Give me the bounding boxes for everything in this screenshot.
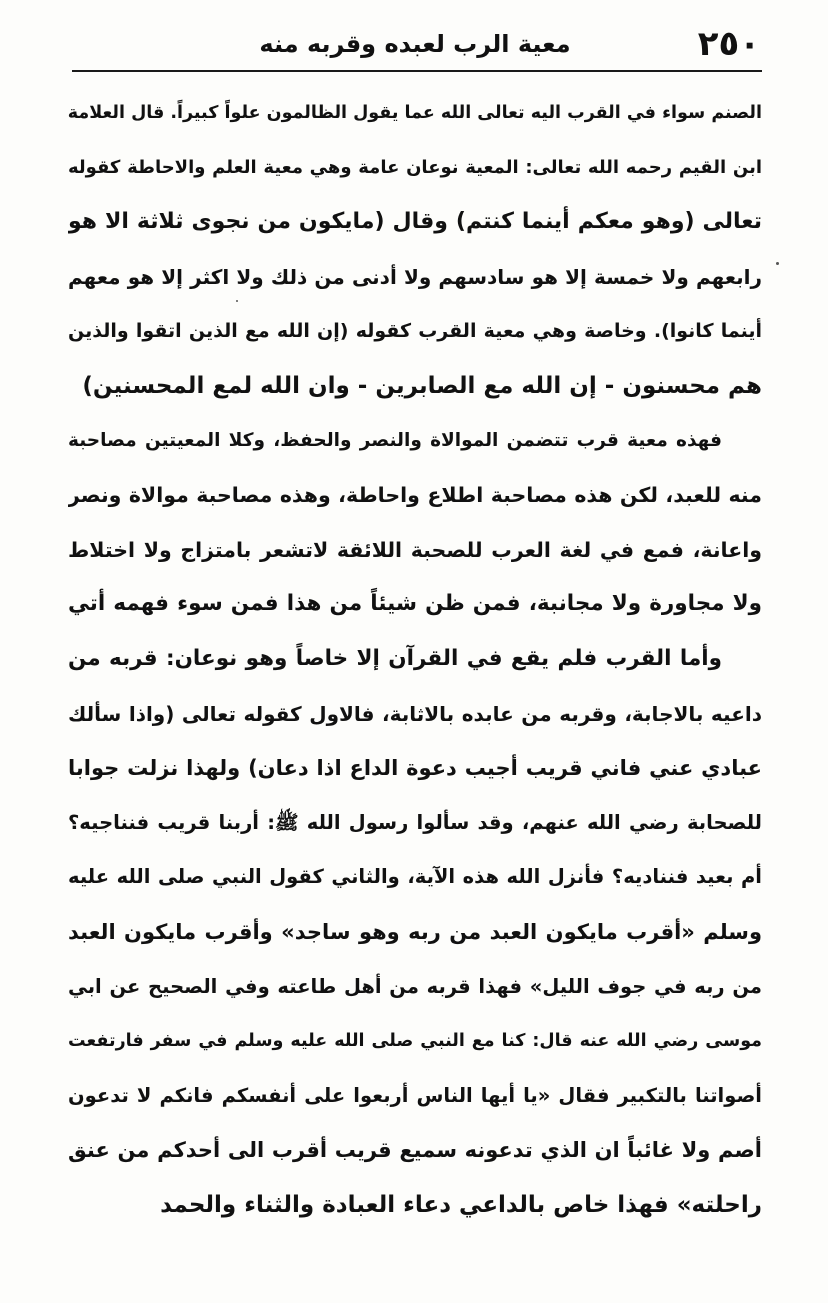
scan-speck	[776, 262, 779, 265]
text-line: منه للعبد، لكن هذه مصاحبة اطلاع واحاطة، وهذه مصاحبة موالاة ونصر	[68, 483, 762, 508]
text-line: ولا مجاورة ولا مجانبة، فمن ظن شيئاً من هذا فمن سوء فهمه أتي	[68, 591, 762, 617]
paragraph-start-line: وأما القرب فلم يقع في القرآن إلا خاصاً وهو نوعان: قربه من	[68, 645, 722, 671]
running-head-title: معية الرب لعبده وقربه منه	[259, 30, 571, 58]
page-header	[70, 22, 760, 68]
paragraph-start-line: فهذه معية قرب تتضمن الموالاة والنصر والحفظ، وكلا المعيتين مصاحبة	[68, 429, 722, 451]
text-line: من ربه في جوف الليل» فهذا قربه من أهل طاعته وفي الصحيح عن ابي	[68, 974, 762, 998]
text-line: أينما كانوا). وخاصة وهي معية القرب كقوله (إن الله مع الذين اتقوا والذين	[68, 320, 762, 343]
text-line: هم محسنون - إن الله مع الصابرين - وان الله لمع المحسنين)	[82, 372, 762, 399]
page-number: ٢٥٠	[697, 24, 760, 64]
text-line: أصواتنا بالتكبير فقال «يا أيها الناس أربعوا على أنفسكم فانكم لا تدعون	[68, 1083, 762, 1107]
text-line: عبادي عني فاني قريب أجيب دعوة الداع اذا دعان) ولهذا نزلت جوابا	[68, 756, 762, 781]
text-line: واعانة، فمع في لغة العرب للصحبة اللائقة لاتشعر بامتزاج ولا اختلاط	[68, 537, 762, 562]
body-text	[68, 86, 762, 1232]
text-line: داعيه بالاجابة، وقربه من عابده بالاثابة، فالاول كقوله تعالى (واذا سألك	[68, 701, 762, 726]
text-line: وسلم «أقرب مايكون العبد من ربه وهو ساجد» وأقرب مايكون العبد	[68, 919, 762, 944]
text-line: أم بعيد فنناديه؟ فأنزل الله هذه الآية، والثاني كقول النبي صلى الله عليه	[68, 865, 762, 889]
text-line: أصم ولا غائباً ان الذي تدعونه سميع قريب أقرب الى أحدكم من عنق	[68, 1138, 762, 1163]
header-rule	[72, 70, 762, 72]
text-line: ابن القيم رحمه الله تعالى: المعية نوعان عامة وهي معية العلم والاحاطة كقوله	[68, 156, 762, 178]
text-line: تعالى (وهو معكم أينما كنتم) وقال (مايكون من نجوى ثلاثة الا هو	[68, 209, 762, 235]
text-line: للصحابة رضي الله عنهم، وقد سألوا رسول الله ﷺ: أربنا قريب فنناجيه؟	[68, 810, 762, 834]
text-line: راحلته» فهذا خاص بالداعي دعاء العبادة والثناء والحمد	[160, 1191, 762, 1218]
text-line: موسى رضي الله عنه قال: كنا مع النبي صلى الله عليه وسلم في سفر فارتفعت	[68, 1031, 762, 1052]
text-line: الصنم سواء في القرب اليه تعالى الله عما يقول الظالمون علواً كبيراً. قال العلامة	[68, 103, 762, 123]
text-line: رابعهم ولا خمسة إلا هو سادسهم ولا أدنى من ذلك ولا اكثر إلا هو معهم	[68, 264, 762, 289]
scan-speck	[236, 300, 238, 302]
